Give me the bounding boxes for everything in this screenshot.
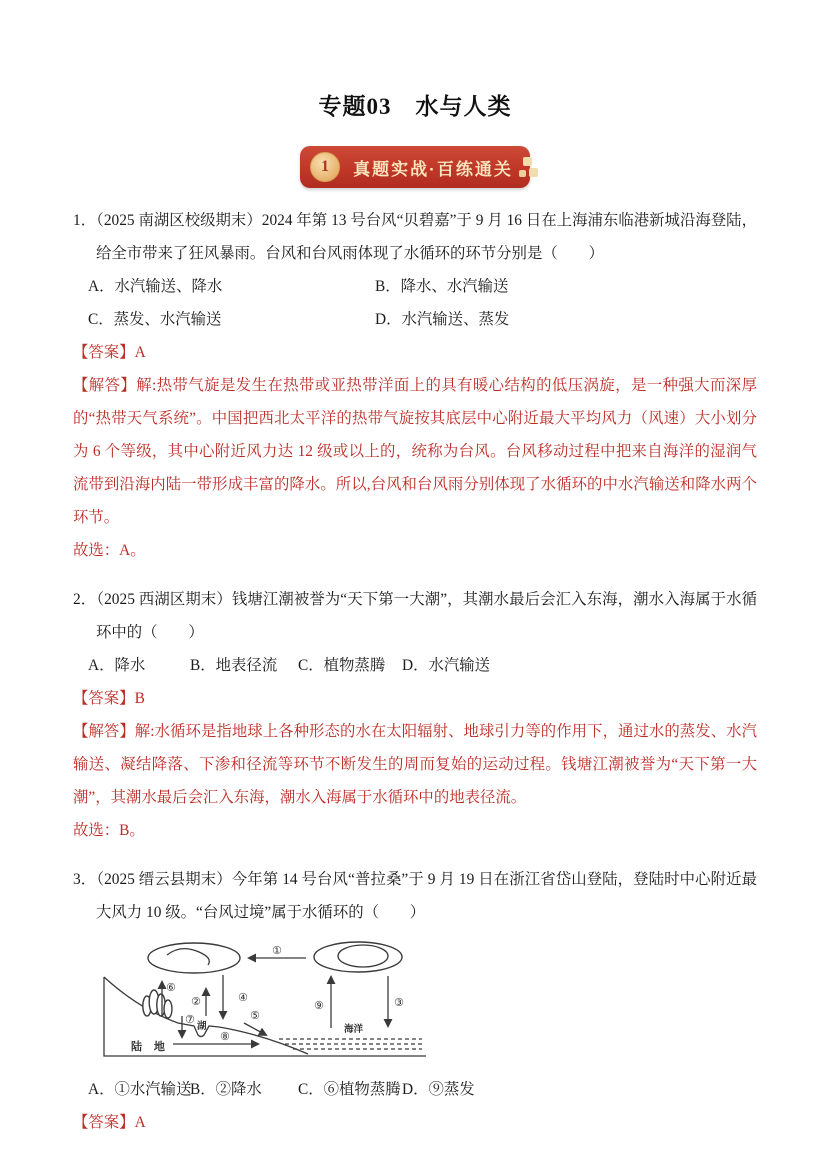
diagram-number-3: ③ bbox=[394, 996, 404, 1009]
water-cycle-diagram bbox=[101, 939, 431, 1067]
option-2b: B．地表径流 bbox=[190, 657, 278, 674]
land-label: 陆 地 bbox=[131, 1040, 169, 1053]
diagram-number-4: ④ bbox=[238, 991, 248, 1004]
question-2-explanation bbox=[73, 715, 757, 814]
diagram-number-5: ⑤ bbox=[250, 1009, 260, 1022]
question-1-stem bbox=[73, 204, 757, 270]
question-3 bbox=[73, 863, 757, 1139]
section-number-badge: 1 bbox=[310, 152, 340, 182]
question-2-conclusion: 故选：B。 bbox=[73, 822, 145, 839]
explain-text: 解:水循环是指地球上各种形态的水在太阳辐射、地球引力等的作用下，通过水的蒸发、水汽输送、凝结降落、下渗和径流等环节不断发生的周而复始的运动过程。钱塘江潮被誉为“天下第一大潮”，其潮水最后会汇入东海，潮水入海属于水循环中的地表径流。 bbox=[73, 723, 757, 806]
option-2a: A．降水 bbox=[88, 657, 146, 674]
ocean-label: 海洋 bbox=[344, 1024, 364, 1035]
answer-label: 【答案】 bbox=[73, 344, 135, 361]
section-banner-wrap bbox=[73, 146, 757, 188]
answer-value: B bbox=[134, 690, 145, 707]
diagram-number-9: ⑨ bbox=[314, 999, 324, 1012]
question-3-number: 3． bbox=[73, 871, 97, 888]
page-title: 专题03 水与人类 bbox=[318, 94, 512, 119]
cloud-over-ocean bbox=[314, 942, 402, 972]
option-1c: C．蒸发、水汽输送 bbox=[88, 311, 222, 328]
option-1a: A．水汽输送、降水 bbox=[88, 278, 223, 295]
question-2-stem bbox=[73, 583, 757, 649]
cloud-over-land bbox=[148, 943, 240, 973]
question-1-text: （2025 南湖区校级期末）2024 年第 13 号台风“贝碧嘉”于 9 月 16 日在上海浦东临港新城沿海登陆，给全市带来了狂风暴雨。台风和台风雨体现了水循环的环节分别是（ ） bbox=[96, 212, 757, 262]
option-2c: C．植物蒸腾 bbox=[298, 657, 386, 674]
question-2-number: 2． bbox=[73, 591, 97, 608]
question-2 bbox=[73, 583, 757, 847]
answer-value: A bbox=[134, 344, 146, 361]
option-3c: C．⑥植物蒸腾 bbox=[298, 1081, 401, 1098]
question-1-answer bbox=[73, 336, 757, 369]
diagram-number-1: ① bbox=[272, 944, 282, 957]
banner-decor-icon bbox=[516, 157, 538, 181]
question-list bbox=[73, 204, 757, 1139]
explain-text: 解:热带气旋是发生在热带或亚热带洋面上的具有暖心结构的低压涡旋，是一种强大而深厚的“热带天气系统”。中国把西北太平洋的热带气旋按其底层中心附近最大平均风力（风速）大小划分为 6 个等级，其中心附近风力达 12 级或以上的，统称为台风。台风移动过程中把来自海洋的湿润气流带到沿海内陆一带形成丰富的降水。所以,台风和台风雨分别体现了水循环的中水汽输送和降水两个环节。 bbox=[73, 377, 757, 526]
question-1 bbox=[73, 204, 757, 567]
option-1b: B．降水、水汽输送 bbox=[375, 278, 509, 295]
question-1-explanation bbox=[73, 369, 757, 534]
answer-label: 【答案】 bbox=[73, 1114, 135, 1131]
question-2-answer bbox=[73, 682, 757, 715]
question-1-conclusion: 故选：A。 bbox=[73, 542, 146, 559]
section-banner-label: 真题实战·百练通关 bbox=[353, 159, 513, 179]
option-3d: D．⑨蒸发 bbox=[402, 1081, 475, 1098]
question-3-text: （2025 缙云县期末）今年第 14 号台风“普拉桑”于 9 月 19 日在浙江省岱山登陆，登陆时中心附近最大风力 10 级。“台风过境”属于水循环的（ ） bbox=[96, 871, 757, 921]
option-3b: B．②降水 bbox=[190, 1081, 262, 1098]
question-2-options bbox=[73, 649, 757, 682]
diagram-number-2: ② bbox=[191, 995, 201, 1008]
answer-value: A bbox=[134, 1114, 146, 1131]
question-2-text: （2025 西湖区期末）钱塘江潮被誉为“天下第一大潮”，其潮水最后会汇入东海，潮水入海属于水循环中的（ ） bbox=[96, 591, 758, 641]
question-1-number: 1． bbox=[73, 212, 97, 229]
diagram-number-7: ⑦ bbox=[185, 1013, 195, 1026]
diagram-number-8: ⑧ bbox=[220, 1030, 230, 1043]
option-3a: A．①水汽输送 bbox=[88, 1081, 192, 1098]
question-3-answer bbox=[73, 1106, 757, 1139]
question-1-options bbox=[73, 270, 757, 336]
explain-label: 【解答】 bbox=[73, 723, 135, 740]
question-3-options bbox=[73, 1073, 757, 1106]
lake-label: 湖 bbox=[197, 1021, 207, 1032]
diagram-number-6: ⑥ bbox=[166, 981, 176, 994]
question-3-stem bbox=[73, 863, 757, 929]
section-banner bbox=[300, 146, 530, 188]
answer-label: 【答案】 bbox=[73, 690, 135, 707]
option-2d: D．水汽输送 bbox=[402, 657, 491, 674]
option-1d: D．水汽输送、蒸发 bbox=[375, 311, 510, 328]
explain-label: 【解答】 bbox=[73, 377, 137, 394]
